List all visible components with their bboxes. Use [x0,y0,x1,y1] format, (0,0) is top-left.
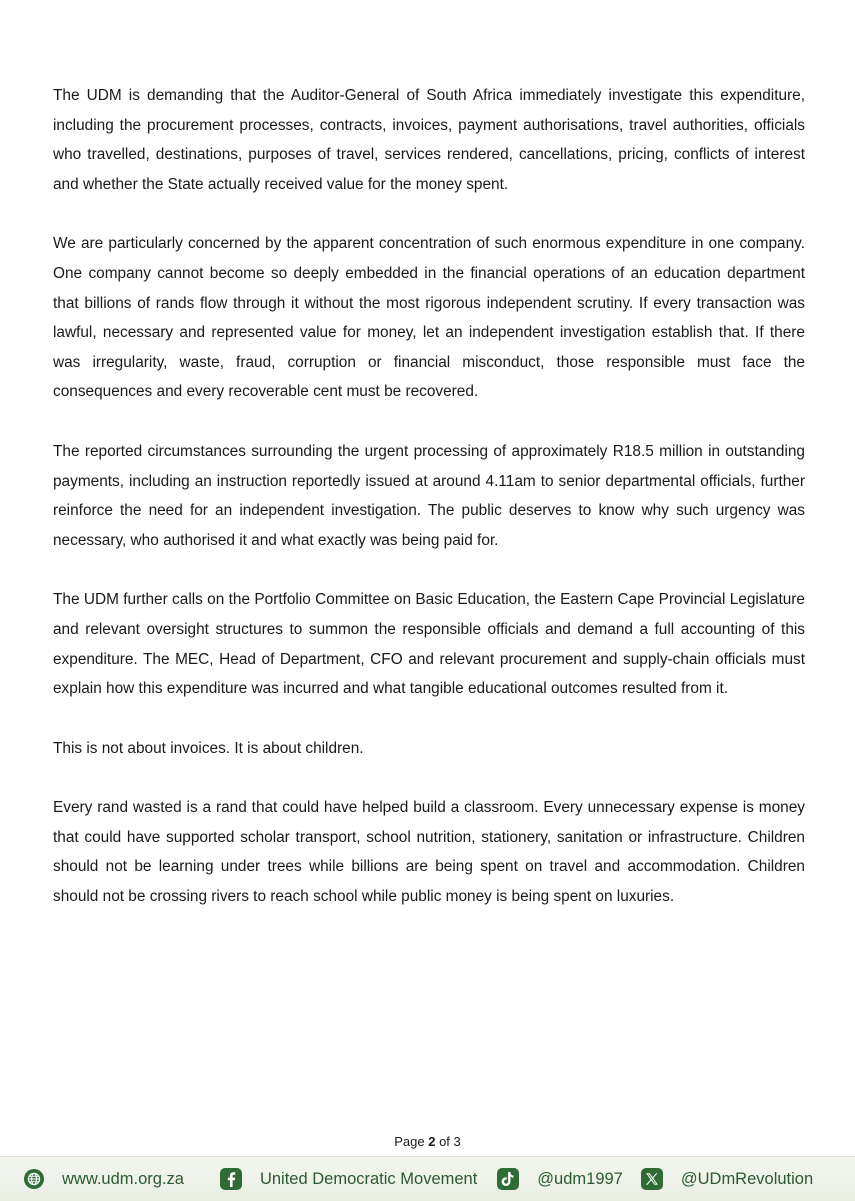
paragraph-urgent-payments: The reported circumstances surrounding the urgent processing of approximately R18.5 million in outstanding payments, including an instruction reportedly issued at around 4.11am to senior departmental officials, further reinforce the need for an independent investigation. The public deserves to know why such urgency was necessary, who authorised it and what exactly was being paid for. [53,442,805,549]
paragraph-rand-wasted: Every rand wasted is a rand that could have helped build a classroom. Every unnecessary expense is money that could have supported scholar transport, school nutrition, stationery, sanitation or infrastructure. Children should not be learning under trees while billions are being spent on travel and accommodation. Children should not be crossing rivers to reach school while public money is being spent on luxuries. [53,799,805,906]
document-body [53,81,805,942]
footer-contacts [24,1157,813,1201]
globe-icon [24,1169,44,1189]
paragraph-auditor-general: The UDM is demanding that the Auditor-General of South Africa immediately investigate this expenditure, including the procurement processes, contracts, invoices, payment authorisations, travel authorities, officials who travelled, destinations, purposes of travel, services rendered, cancellations, pricing, conflicts of interest and whether the State actually received value for the money spent. [53,87,805,193]
footer-tiktok-text: @udm1997 [537,1169,623,1188]
footer-facebook-text: United Democratic Movement [259,1169,478,1188]
footer-x-text: @UDmRevolution [680,1169,814,1188]
page-number [0,1134,855,1149]
footer-facebook[interactable] [220,1168,477,1190]
x-icon [641,1168,663,1190]
page-number-prefix: Page [394,1134,425,1149]
page-number-current: 2 [428,1134,436,1149]
footer-bar [0,1156,855,1201]
facebook-icon [220,1168,242,1190]
page-number-separator: of [439,1134,450,1149]
paragraph-about-children: This is not about invoices. It is about children. [53,739,364,757]
footer-tiktok[interactable] [497,1168,623,1190]
footer-website-text: www.udm.org.za [62,1169,184,1188]
footer-website[interactable] [24,1169,184,1189]
tiktok-icon [497,1168,519,1190]
paragraph-oversight-calls: The UDM further calls on the Portfolio Committee on Basic Education, the Eastern Cape Provincial Legislature and relevant oversight structures to summon the responsible officials and demand a full accounting of this expenditure. The MEC, Head of Department, CFO and relevant procurement and supply-chain officials must explain how this expenditure was incurred and what tangible educational outcomes resulted from it. [53,591,805,698]
paragraph-company-concentration: We are particularly concerned by the apparent concentration of such enormous expenditure in one company. One company cannot become so deeply embedded in the financial operations of an education department that billions of rands flow through it without the most rigorous independent scrutiny. If every transaction was lawful, necessary and represented value for money, let an independent investigation establish that. If there was irregularity, waste, fraud, corruption or financial misconduct, those responsible must face the consequences and every recoverable cent must be recovered. [53,235,805,401]
page-number-total: 3 [453,1134,461,1149]
footer-x[interactable] [641,1168,813,1190]
